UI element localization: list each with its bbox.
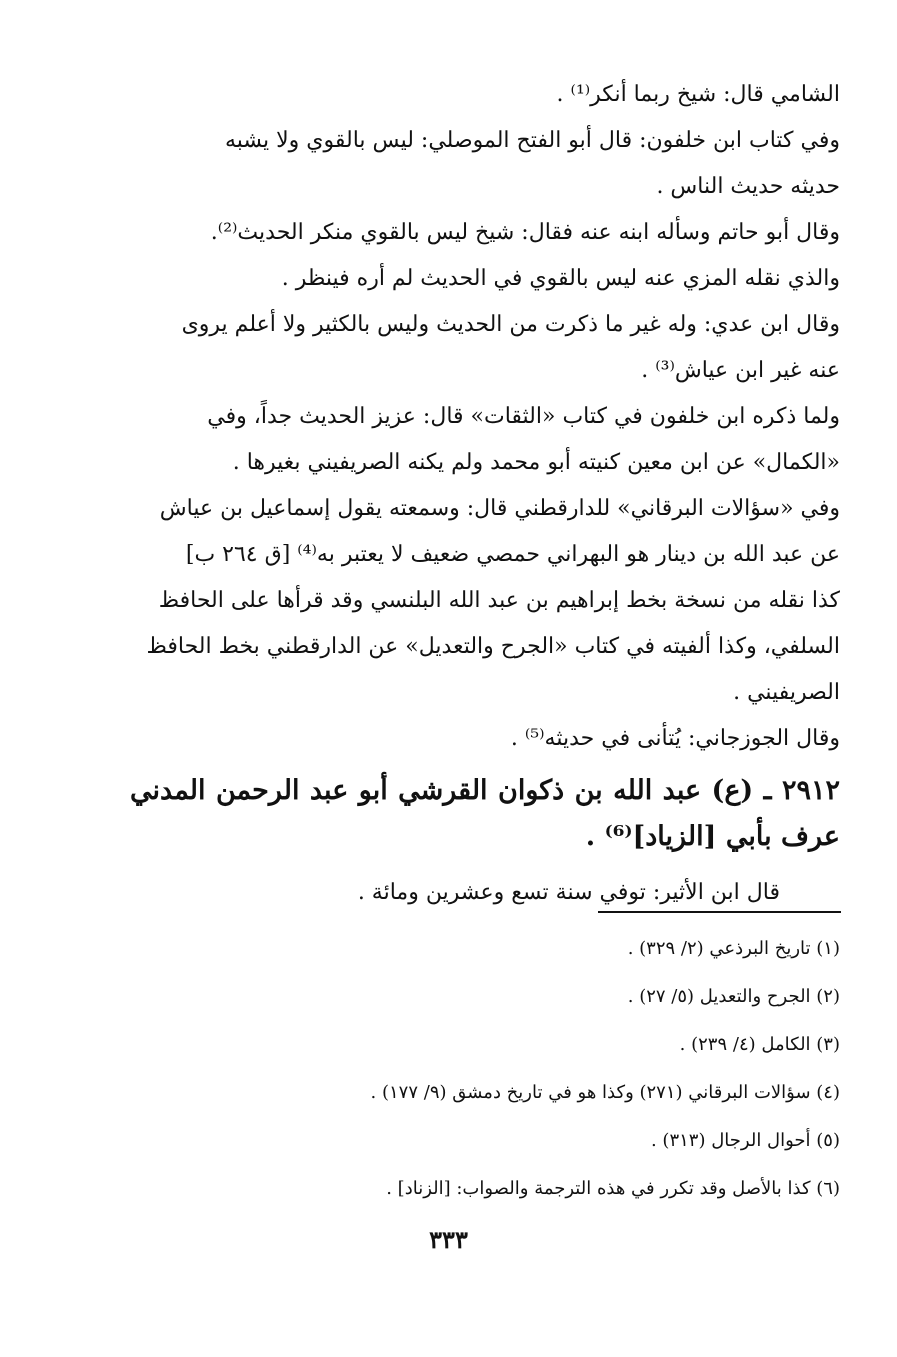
text-line: حديثه حديث الناس . bbox=[656, 174, 840, 199]
text-line: وفي كتاب ابن خلفون: قال أبو الفتح الموصلي: ليس بالقوي ولا يشبه bbox=[224, 128, 840, 153]
text-line: الصريفيني . bbox=[733, 680, 840, 705]
text-line: «الكمال» عن ابن معين كنيته أبو محمد ولم يكنه الصريفيني بغيرها . bbox=[232, 450, 840, 475]
page-number: ٣٣٣ bbox=[429, 1225, 468, 1254]
main-text bbox=[130, 72, 840, 916]
text-line: كذا نقله من نسخة بخط إبراهيم بن عبد الله البلنسي وقد قرأها على الحافظ bbox=[158, 588, 840, 613]
entry-text: قال ابن الأثير: توفي سنة تسع وعشرين ومائة . bbox=[357, 880, 780, 905]
footnote-divider bbox=[598, 911, 841, 913]
text-line: عن عبد الله بن دينار هو البهراني حمصي ضعيف لا يعتبر به⁽⁴⁾ [ق ٢٦٤ ب] bbox=[185, 542, 840, 567]
text-line: ولما ذكره ابن خلفون في كتاب «الثقات» قال: عزيز الحديث جداً، وفي bbox=[207, 404, 840, 429]
text-line: وقال الجوزجاني: يُتأنى في حديثه⁽⁵⁾ . bbox=[510, 726, 840, 751]
footnote: (٣) الكامل (٤/ ٢٣٩) . bbox=[679, 1034, 840, 1055]
text-line: السلفي، وكذا ألفيته في كتاب «الجرح والتعديل» عن الدارقطني بخط الحافظ bbox=[146, 634, 840, 659]
text-line: وقال ابن عدي: وله غير ما ذكرت من الحديث وليس بالكثير ولا أعلم يروى bbox=[181, 312, 840, 337]
footnote: (٢) الجرح والتعديل (٥/ ٢٧) . bbox=[627, 986, 840, 1007]
text-line: وفي «سؤالات البرقاني» للدارقطني قال: وسمعته يقول إسماعيل بن عياش bbox=[159, 496, 840, 521]
text-line: الشامي قال: شيخ ربما أنكر⁽¹⁾ . bbox=[556, 82, 840, 107]
footnote: (٦) كذا بالأصل وقد تكرر في هذه الترجمة والصواب: [الزناد] . bbox=[386, 1178, 840, 1199]
text-line: وقال أبو حاتم وسأله ابنه عنه فقال: شيخ ليس بالقوي منكر الحديث⁽²⁾. bbox=[210, 220, 840, 245]
text-line: والذي نقله المزي عنه ليس بالقوي في الحديث لم أره فينظر . bbox=[281, 266, 840, 291]
footnote: (٤) سؤالات البرقاني (٢٧١) وكذا هو في تاريخ دمشق (٩/ ١٧٧) . bbox=[370, 1082, 840, 1103]
footnotes bbox=[200, 925, 840, 1213]
footnote: (٥) أحوال الرجال (٣١٣) . bbox=[650, 1130, 840, 1151]
text-line: عنه غير ابن عياش⁽³⁾ . bbox=[641, 358, 840, 383]
entry-heading: ٢٩١٢ ـ (ع) عبد الله بن ذكوان القرشي أبو عبد الرحمن المدني عرف بأبي [الزياد]⁽⁶⁾ . bbox=[130, 775, 840, 852]
footnote: (١) تاريخ البرذعي (٢/ ٣٢٩) . bbox=[627, 938, 840, 959]
